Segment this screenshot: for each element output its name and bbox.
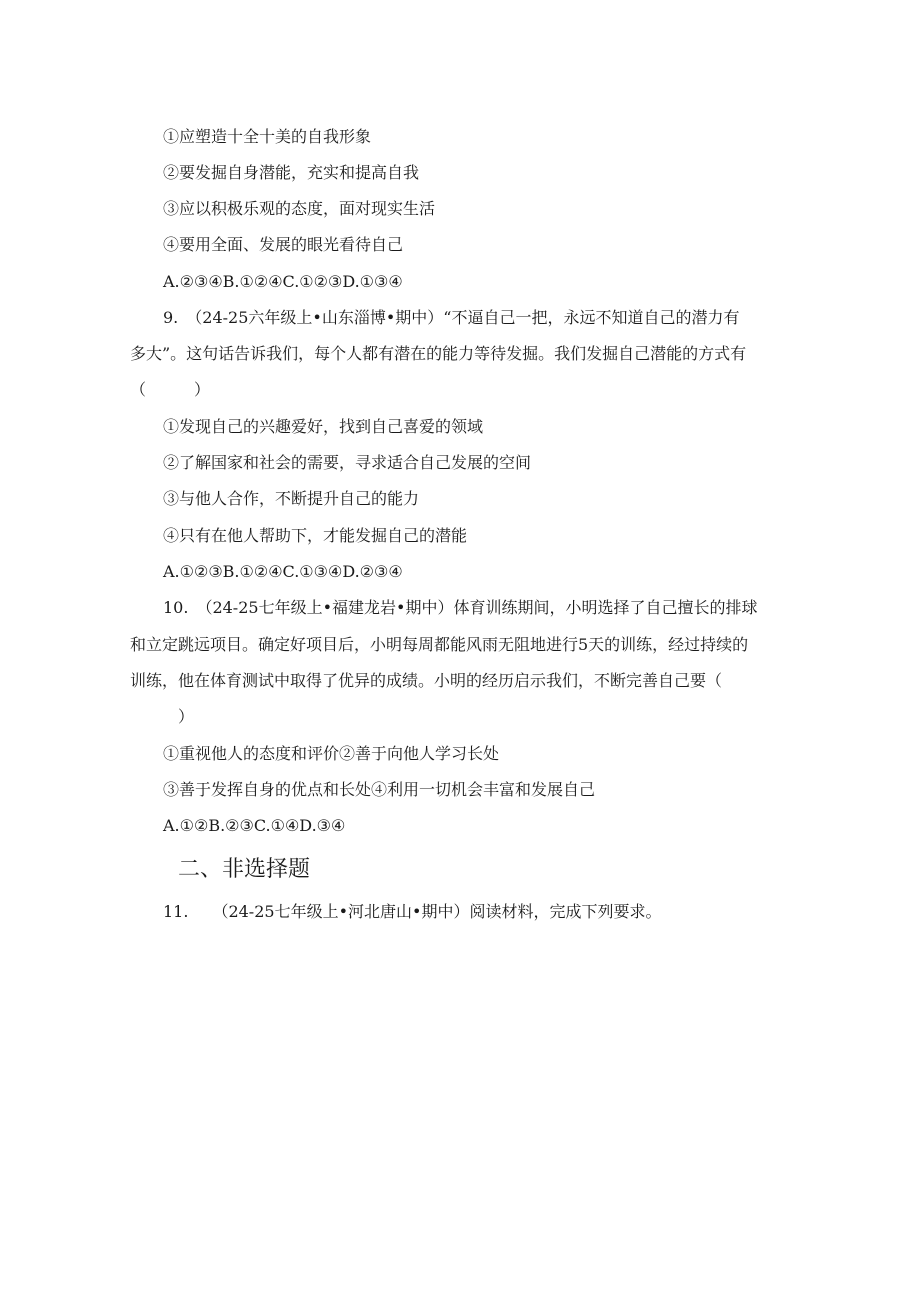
q9-stem-line-1: 9. （24-25六年级上•山东淄博•期中）“不逼自己一把，永远不知道自己的潜力有 (163, 308, 740, 327)
q10-option-row-2: ③善于发挥自身的优点和长处④利用一切机会丰富和发展自己 (163, 780, 596, 799)
q10-answer-blank: ） (130, 707, 195, 726)
q10-stem-line-1: 10. （24-25七年级上•福建龙岩•期中）体育训练期间，小明选择了自己擅长的排球 (163, 598, 758, 617)
q9-choices: A.①②③B.①②④C.①③④D.②③④ (163, 562, 403, 581)
q10-stem-line-2: 和立定跳远项目。确定好项目后，小明每周都能风雨无阻地进行5天的训练，经过持续的 (130, 635, 749, 654)
q8-option-3: ③应以积极乐观的态度，面对现实生活 (163, 199, 436, 218)
q9-option-1: ①发现自己的兴趣爱好，找到自己喜爱的领域 (163, 417, 484, 436)
q8-option-4: ④要用全面、发展的眼光看待自己 (163, 235, 404, 254)
q8-option-1: ①应塑造十全十美的自我形象 (163, 127, 372, 146)
q9-stem-line-2: 多大”。这句话告诉我们，每个人都有潜在的能力等待发掘。我们发掘自己潜能的方式有 (130, 344, 747, 363)
section-heading: 二、非选择题 (178, 857, 311, 882)
q10-stem-line-3: 训练，他在体育测试中取得了优异的成绩。小明的经历启示我们，不断完善自己要（ (130, 671, 723, 690)
q9-option-4: ④只有在他人帮助下，才能发掘自己的潜能 (163, 526, 468, 545)
q11-stem-line-1: 11. （24-25七年级上•河北唐山•期中）阅读材料，完成下列要求。 (163, 902, 662, 921)
q9-option-3: ③与他人合作，不断提升自己的能力 (163, 489, 420, 508)
q8-choices: A.②③④B.①②④C.①②③D.①③④ (163, 272, 403, 291)
q10-option-row-1: ①重视他人的态度和评价②善于向他人学习长处 (163, 744, 500, 763)
q9-option-2: ②了解国家和社会的需要，寻求适合自己发展的空间 (163, 453, 532, 472)
q10-choices: A.①②B.②③C.①④D.③④ (163, 816, 346, 835)
q9-answer-blank: （ ） (130, 380, 211, 399)
q8-option-2: ②要发掘自身潜能，充实和提高自我 (163, 163, 420, 182)
